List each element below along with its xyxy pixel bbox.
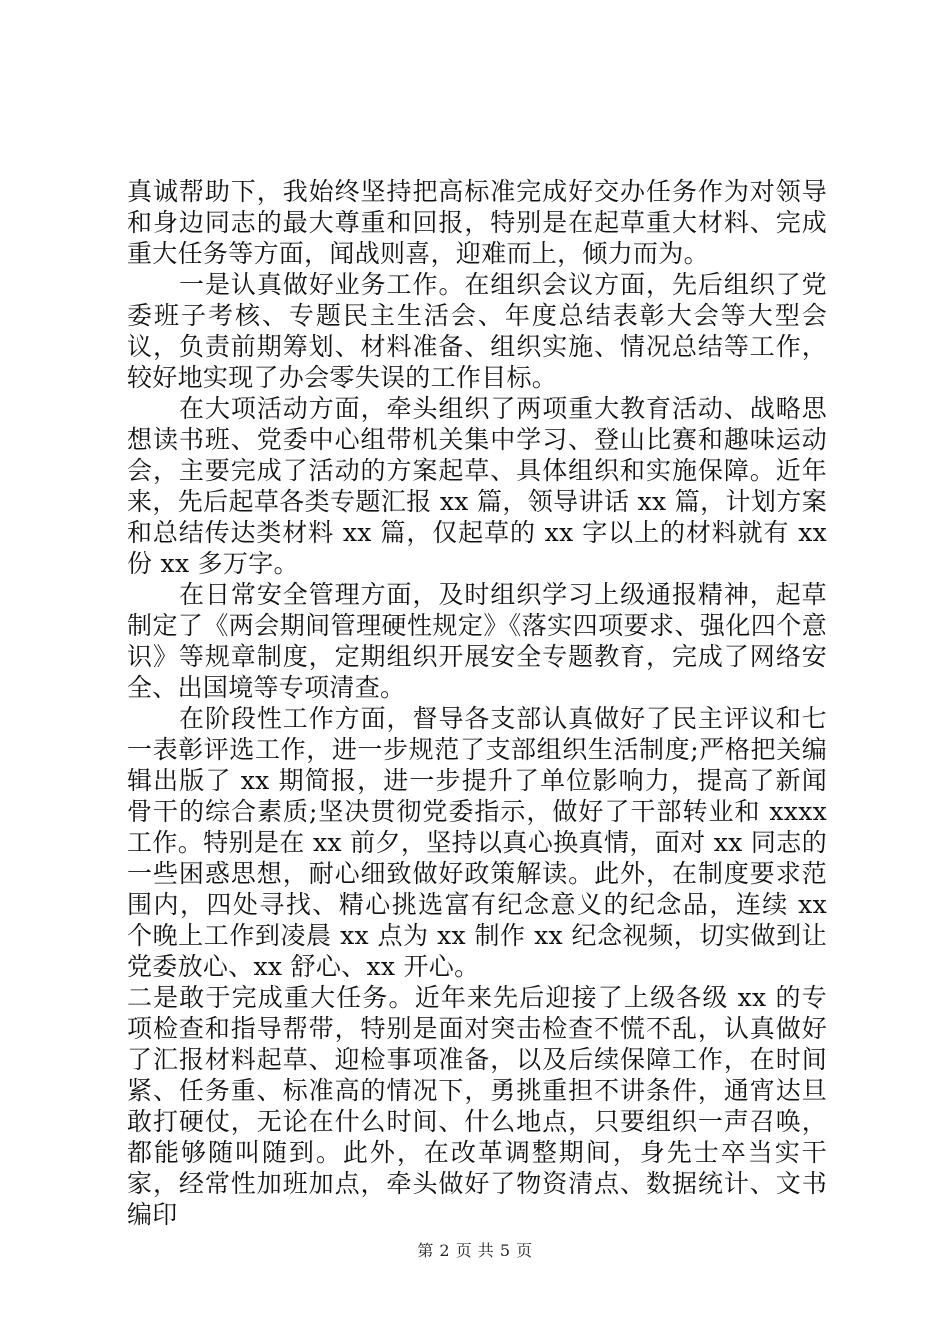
paragraph-4: 在日常安全管理方面，及时组织学习上级通报精神，起草制定了《两会期间管理硬性规定》《落实四项要求、强化四个意识》等规章制度，定期组织开展安全专题教育，完成了网络安全、出国境等专项清查。 — [127, 580, 827, 702]
paragraph-6: 二是敢于完成重大任务。近年来先后迎接了上级各级 xx 的专项检查和指导帮带，特别是面对突击检查不慌不乱，认真做好了汇报材料起草、迎检事项准备，以及后续保障工作，在时间紧、任务重、标准高的情况下，勇挑重担不讲条件，通宵达旦敢打硬仗，无论在什么时间、什么地点，只要组织一声召唤，都能够随叫随到。此外，在改革调整期间，身先士卒当实干家，经常性加班加点，牵头做好了物资清点、数据统计、文书编印 — [127, 983, 827, 1229]
paragraph-2: 一是认真做好业务工作。在组织会议方面，先后组织了党委班子考核、专题民主生活会、年度总结表彰大会等大型会议，负责前期筹划、材料准备、组织实施、情况总结等工作，较好地实现了办会零失误的工作目标。 — [127, 270, 827, 392]
paragraph-3: 在大项活动方面，牵头组织了两项重大教育活动、战略思想读书班、党委中心组带机关集中学习、登山比赛和趣味运动会，主要完成了活动的方案起草、具体组织和实施保障。近年来，先后起草各类专题汇报 xx 篇，领导讲话 xx 篇，计划方案和总结传达类材料 xx 篇，仅起草的 xx 字以上的材料就有 xx 份 xx 多万字。 — [127, 394, 827, 578]
paragraph-5: 在阶段性工作方面，督导各支部认真做好了民主评议和七一表彰评选工作，进一步规范了支部组织生活制度;严格把关编辑出版了 xx 期简报，进一步提升了单位影响力，提高了新闻骨干的综合素质;坚决贯彻党委指示，做好了干部转业和 xxxx 工作。特别是在 xx 前夕，坚持以真心换真情，面对 xx 同志的一些困惑思想，耐心细致做好政策解读。此外，在制度要求范围内，四处寻找、精心挑选富有纪念意义的纪念品，连续 xx 个晚上工作到凌晨 xx 点为 xx 制作 xx 纪念视频，切实做到让党委放心、xx 舒心、xx 开心。 — [127, 704, 827, 981]
paragraph-1: 真诚帮助下，我始终坚持把高标准完成好交办任务作为对领导和身边同志的最大尊重和回报，特别是在起草重大材料、完成重大任务等方面，闻战则喜，迎难而上，倾力而为。 — [127, 177, 827, 268]
document-body — [127, 176, 827, 1230]
page-footer: 第 2 页 共 5 页 — [417, 1241, 533, 1260]
